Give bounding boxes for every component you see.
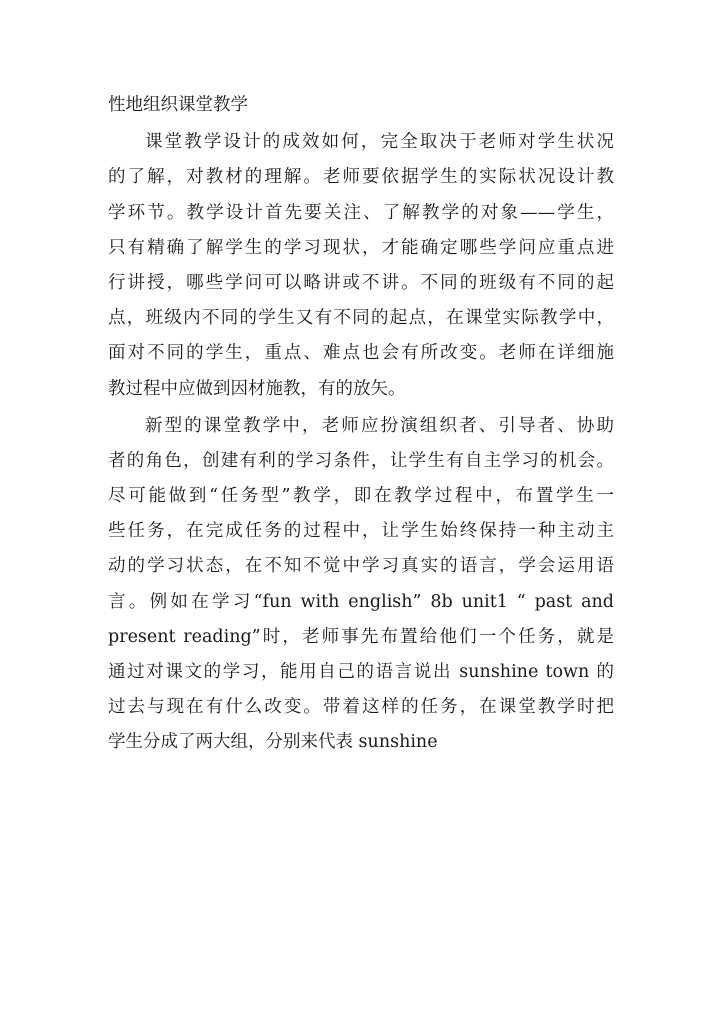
text-line: 言。例如在学习“fun with english” 8b unit1 “ past and — [108, 591, 614, 612]
text-line: 过去与现在有什么改变。带着这样的任务，在课堂教学时把 — [108, 697, 614, 718]
text-line: present reading”时，老师事先布置给他们一个任务，就是 — [108, 626, 614, 647]
text-line: 通过对课文的学习，能用自己的语言说出 sunshine town 的 — [108, 662, 614, 682]
text-line: 新型的课堂教学中，老师应扮演组织者、引导者、协助 — [145, 415, 614, 436]
document-body — [108, 88, 614, 761]
text-line: 的了解，对教材的理解。老师要依据学生的实际状况设计教 — [108, 167, 614, 188]
text-line: 教过程中应做到因材施教，有的放矢。 — [108, 378, 406, 399]
text-line: 行讲授，哪些学问可以略讲或不讲。不同的班级有不同的起 — [108, 272, 614, 293]
text-line: 尽可能做到“任务型”教学，即在教学过程中，布置学生一 — [108, 486, 614, 507]
text-line: 性地组织课堂教学 — [108, 95, 248, 115]
paragraph-lesson-design — [108, 125, 614, 407]
text-line: 点，班级内不同的学生又有不同的起点，在课堂实际教学中， — [108, 308, 614, 329]
text-line: 动的学习状态，在不知不觉中学习真实的语言，学会运用语 — [108, 556, 614, 577]
text-line: 只有精确了解学生的学习现状，才能确定哪些学问应重点进 — [108, 237, 614, 258]
text-line: 课堂教学设计的成效如何，完全取决于老师对学生状况 — [145, 132, 614, 153]
paragraph-continuation — [108, 88, 614, 123]
text-line: 者的角色，创建有利的学习条件，让学生有自主学习的机会。 — [108, 450, 614, 471]
text-line: 学环节。教学设计首先要关注、了解教学的对象——学生， — [108, 202, 614, 223]
text-line: 面对不同的学生，重点、难点也会有所改变。老师在详细施 — [108, 343, 614, 364]
text-line: 学生分成了两大组，分别来代表 sunshine — [108, 732, 438, 753]
text-line: 些任务，在完成任务的过程中，让学生始终保持一种主动主 — [108, 521, 614, 542]
paragraph-task-based-teaching — [108, 409, 614, 761]
